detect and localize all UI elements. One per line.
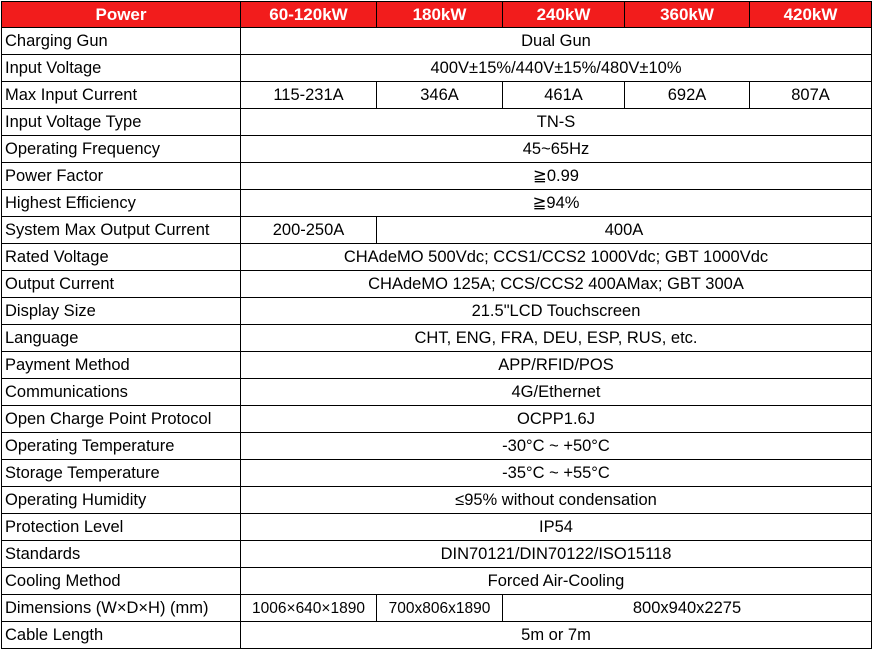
row-value-60-120kw: 1006×640×1890 <box>241 595 377 622</box>
row-value: -35°C ~ +55°C <box>241 460 872 487</box>
row-label: Operating Temperature <box>2 433 241 460</box>
row-value: OCPP1.6J <box>241 406 872 433</box>
row-power-factor <box>2 163 872 190</box>
row-highest-efficiency <box>2 190 872 217</box>
row-label: Max Input Current <box>2 82 241 109</box>
header-360kw: 360kW <box>625 2 750 28</box>
row-input-voltage <box>2 55 872 82</box>
row-ocpp <box>2 406 872 433</box>
row-operating-temperature <box>2 433 872 460</box>
header-row <box>2 2 872 28</box>
header-60-120kw: 60-120kW <box>241 2 377 28</box>
row-label: System Max Output Current <box>2 217 241 244</box>
row-operating-frequency <box>2 136 872 163</box>
row-value: Forced Air-Cooling <box>241 568 872 595</box>
row-cable-length <box>2 622 872 649</box>
spec-table <box>1 1 872 649</box>
row-value: TN-S <box>241 109 872 136</box>
row-protection-level <box>2 514 872 541</box>
row-value: CHAdeMO 500Vdc; CCS1/CCS2 1000Vdc; GBT 1000Vdc <box>241 244 872 271</box>
row-value: 400V±15%/440V±15%/480V±10% <box>241 55 872 82</box>
header-power: Power <box>2 2 241 28</box>
row-label: Standards <box>2 541 241 568</box>
row-label: Input Voltage <box>2 55 241 82</box>
row-label: Dimensions (W×D×H) (mm) <box>2 595 241 622</box>
row-value-420kw: 807A <box>750 82 872 109</box>
row-system-max-output-current <box>2 217 872 244</box>
row-label: Input Voltage Type <box>2 109 241 136</box>
row-label: Cable Length <box>2 622 241 649</box>
row-value: -30°C ~ +50°C <box>241 433 872 460</box>
row-label: Power Factor <box>2 163 241 190</box>
row-label: Charging Gun <box>2 28 241 55</box>
row-value: APP/RFID/POS <box>241 352 872 379</box>
row-max-input-current <box>2 82 872 109</box>
row-label: Highest Efficiency <box>2 190 241 217</box>
row-dimensions <box>2 595 872 622</box>
row-value-60-120kw: 115-231A <box>241 82 377 109</box>
row-cooling-method <box>2 568 872 595</box>
row-input-voltage-type <box>2 109 872 136</box>
row-display-size <box>2 298 872 325</box>
row-value: ≧0.99 <box>241 163 872 190</box>
row-output-current <box>2 271 872 298</box>
row-value: Dual Gun <box>241 28 872 55</box>
row-payment-method <box>2 352 872 379</box>
row-value: ≧94% <box>241 190 872 217</box>
row-value: CHT, ENG, FRA, DEU, ESP, RUS, etc. <box>241 325 872 352</box>
row-charging-gun <box>2 28 872 55</box>
row-label: Operating Frequency <box>2 136 241 163</box>
row-rated-voltage <box>2 244 872 271</box>
row-operating-humidity <box>2 487 872 514</box>
row-label: Cooling Method <box>2 568 241 595</box>
row-value-60-120kw: 200-250A <box>241 217 377 244</box>
row-label: Operating Humidity <box>2 487 241 514</box>
row-value: 45~65Hz <box>241 136 872 163</box>
row-value-240kw: 461A <box>503 82 625 109</box>
row-label: Payment Method <box>2 352 241 379</box>
row-communications <box>2 379 872 406</box>
row-value: 5m or 7m <box>241 622 872 649</box>
header-420kw: 420kW <box>750 2 872 28</box>
row-label: Communications <box>2 379 241 406</box>
row-label: Language <box>2 325 241 352</box>
row-label: Open Charge Point Protocol <box>2 406 241 433</box>
row-value: 4G/Ethernet <box>241 379 872 406</box>
row-value-180-420kw: 400A <box>377 217 872 244</box>
row-language <box>2 325 872 352</box>
row-value: DIN70121/DIN70122/ISO15118 <box>241 541 872 568</box>
header-180kw: 180kW <box>377 2 503 28</box>
row-value: ≤95% without condensation <box>241 487 872 514</box>
row-value-360kw: 692A <box>625 82 750 109</box>
row-label: Rated Voltage <box>2 244 241 271</box>
row-label: Output Current <box>2 271 241 298</box>
row-label: Display Size <box>2 298 241 325</box>
row-value-180kw: 346A <box>377 82 503 109</box>
row-label: Protection Level <box>2 514 241 541</box>
header-240kw: 240kW <box>503 2 625 28</box>
row-value: 21.5"LCD Touchscreen <box>241 298 872 325</box>
row-label: Storage Temperature <box>2 460 241 487</box>
row-value: IP54 <box>241 514 872 541</box>
row-value-240-420kw: 800x940x2275 <box>503 595 872 622</box>
row-storage-temperature <box>2 460 872 487</box>
row-value-180kw: 700x806x1890 <box>377 595 503 622</box>
row-value: CHAdeMO 125A; CCS/CCS2 400AMax; GBT 300A <box>241 271 872 298</box>
row-standards <box>2 541 872 568</box>
